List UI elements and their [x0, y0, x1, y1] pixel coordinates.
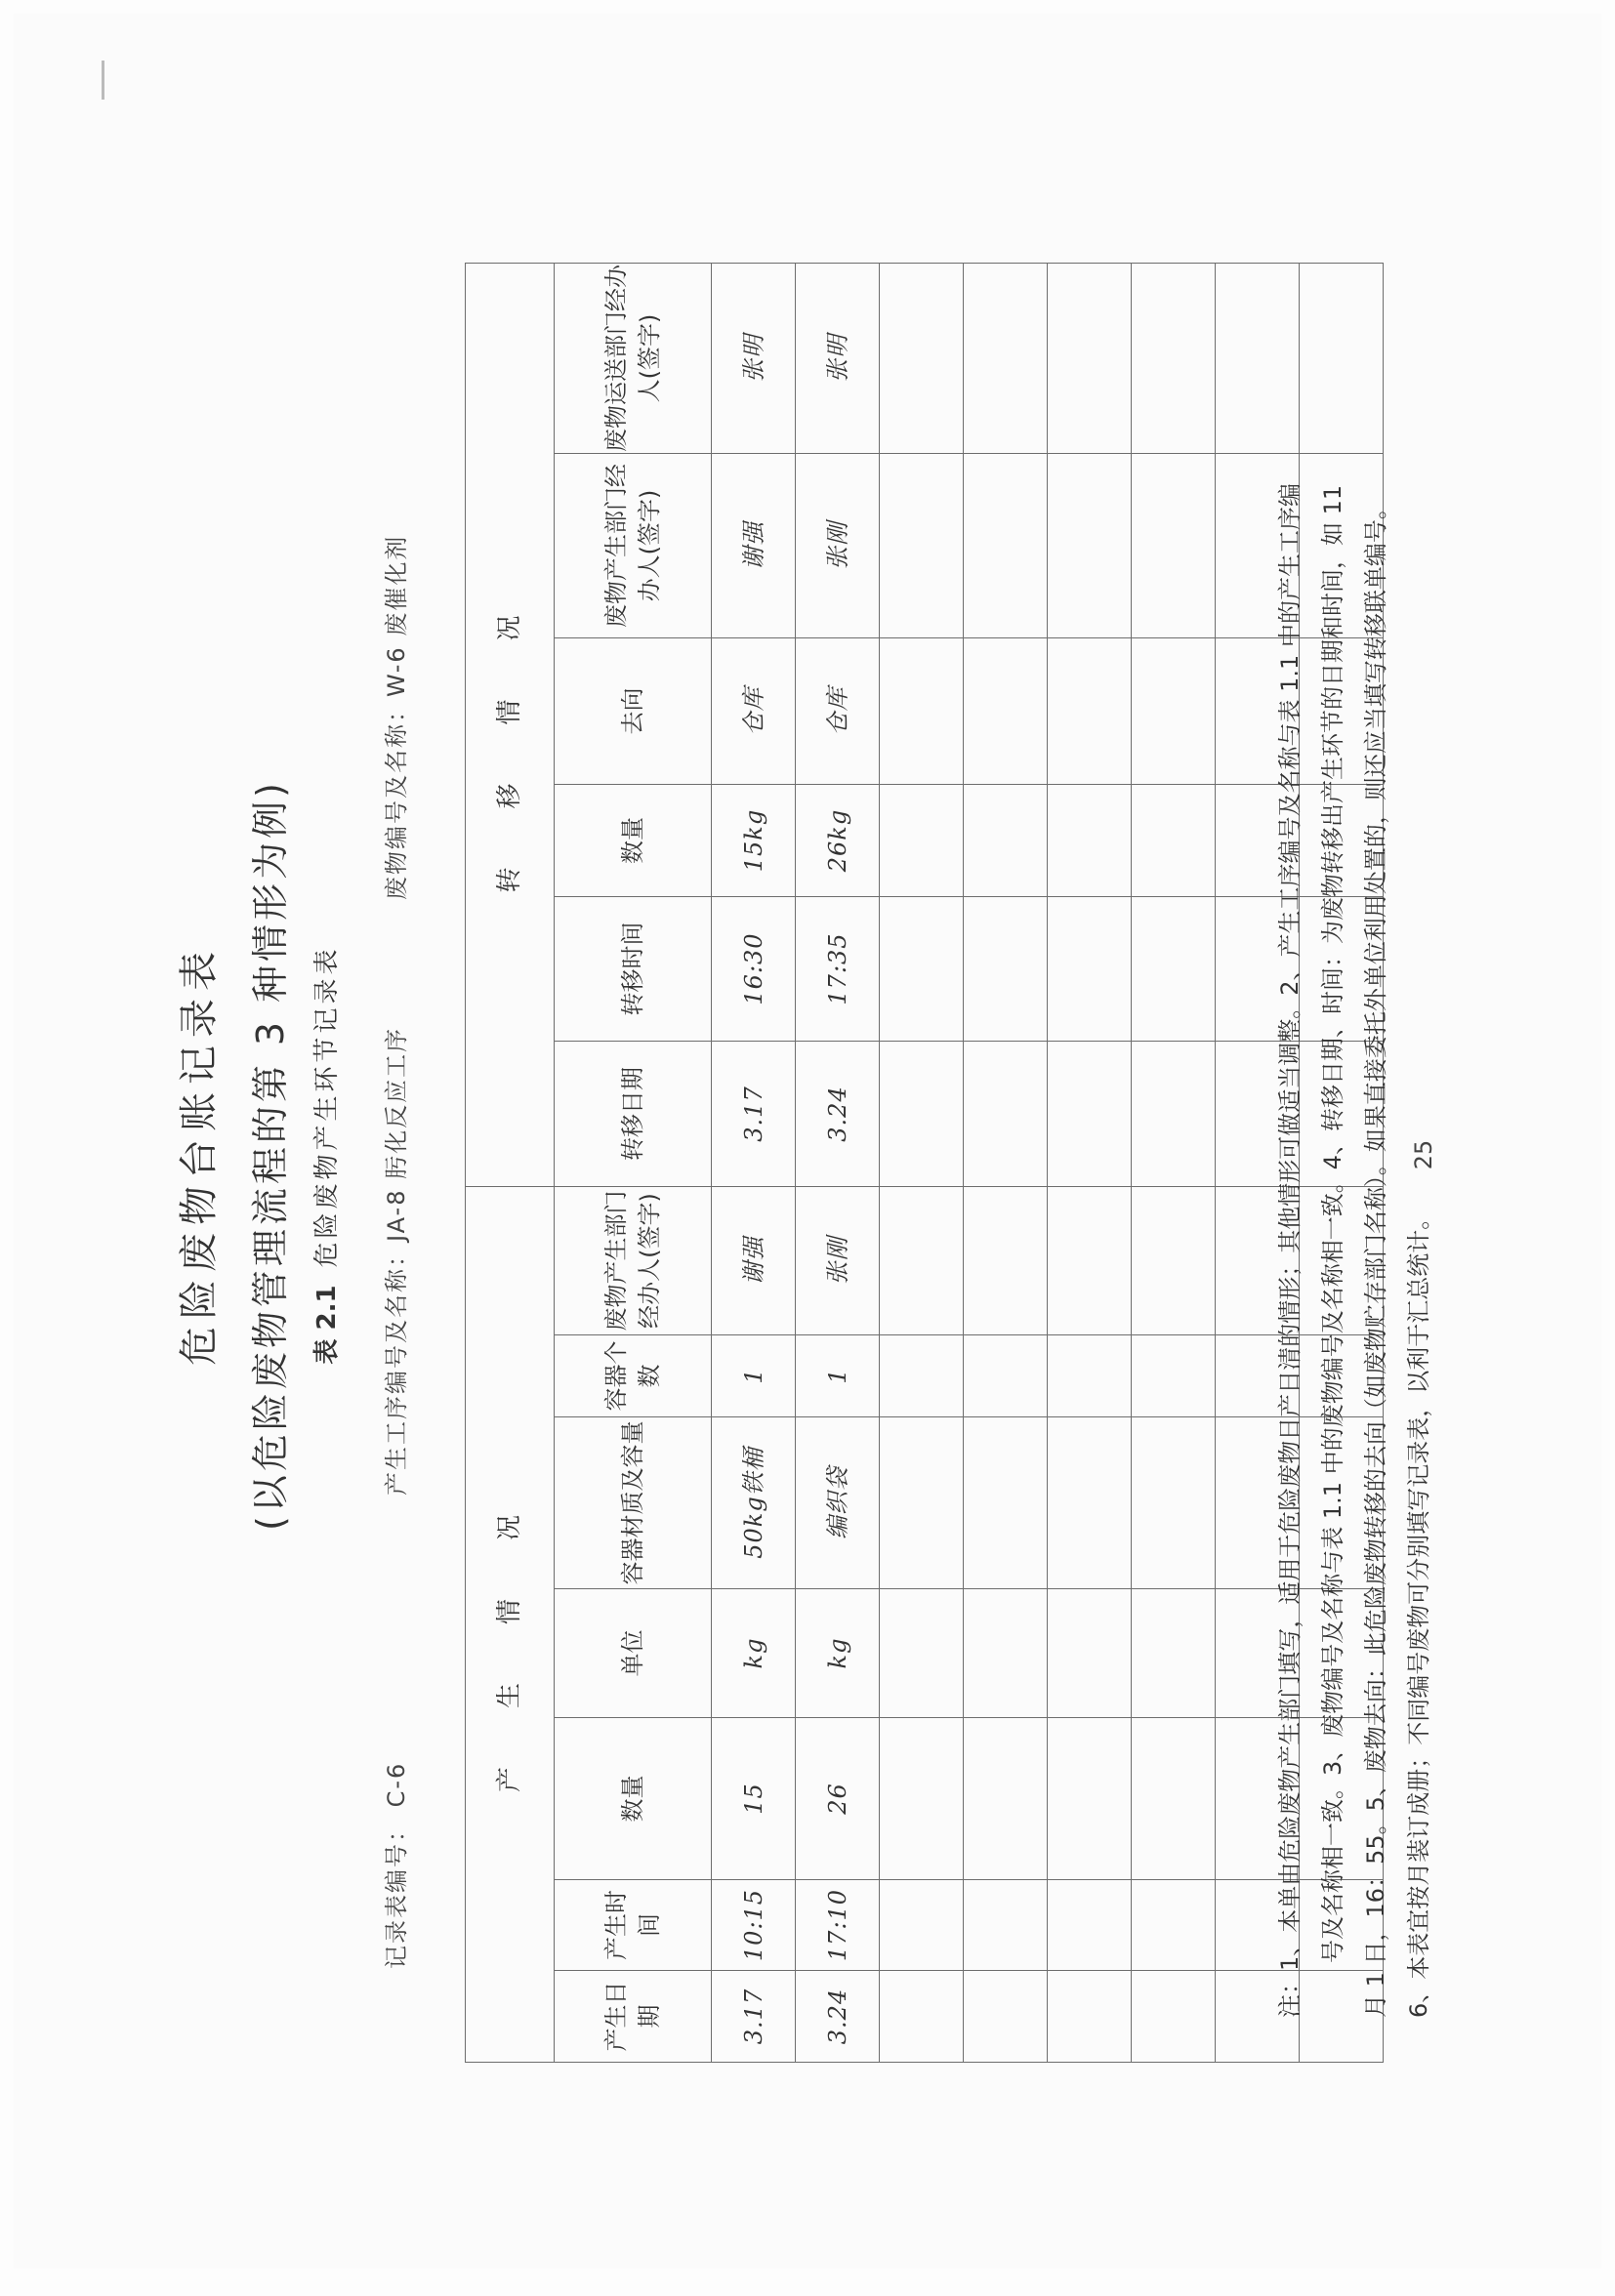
- scan-mark: [102, 61, 104, 100]
- empty-cell: [1132, 1042, 1216, 1187]
- cell-transfer-qty: 26kg: [796, 785, 880, 897]
- empty-cell: [1132, 785, 1216, 897]
- note-line: 月 1 日，16：55。5、废物去向：此危险废物转移的去向（如废物贮存部门名称）。如果直接委托外单位利用处置的，则还应当填写转移联单编号。: [1362, 496, 1389, 2018]
- col-header-prod-date: 产生日期: [555, 1971, 712, 2063]
- cell-container-count: 1: [796, 1335, 880, 1417]
- empty-cell: [1048, 1971, 1132, 2063]
- col-header-prod-time: 产生时间: [555, 1880, 712, 1971]
- cell-container: 编织袋: [796, 1417, 880, 1589]
- table-row: [796, 264, 880, 2063]
- empty-cell: [1132, 264, 1216, 454]
- empty-cell: [1048, 454, 1132, 638]
- cell-destination: 仓库: [712, 638, 796, 785]
- cell-container: 50kg铁桶: [712, 1417, 796, 1589]
- col-header-destination: 去向: [555, 638, 712, 785]
- page-number: 25: [1410, 1139, 1437, 1170]
- empty-cell: [880, 1187, 964, 1335]
- empty-cell: [880, 1880, 964, 1971]
- record-table: [465, 263, 1384, 2063]
- empty-cell: [1048, 1718, 1132, 1880]
- col-header-transfer-date: 转移日期: [555, 1042, 712, 1187]
- empty-cell: [1048, 638, 1132, 785]
- cell-unit: kg: [712, 1589, 796, 1718]
- rotated-landscape-sheet: [14, 14, 1615, 2296]
- col-header-transfer-handler: 废物产生部门经办人(签字): [555, 454, 712, 638]
- cell-transfer-handler: 张刚: [796, 454, 880, 638]
- col-header-container-count: 容器个数: [555, 1335, 712, 1417]
- document-subtitle: (以危险废物管理流程的第 3 种情形为例): [249, 779, 292, 1531]
- empty-cell: [880, 1042, 964, 1187]
- empty-cell: [1048, 264, 1132, 454]
- empty-cell: [1048, 897, 1132, 1042]
- empty-cell: [880, 1335, 964, 1417]
- cell-quantity: 26: [796, 1718, 880, 1880]
- col-header-transfer-time: 转移时间: [555, 897, 712, 1042]
- empty-cell: [964, 1971, 1048, 2063]
- group-header-production: 产生情况: [466, 1187, 555, 2063]
- empty-cell: [964, 897, 1048, 1042]
- empty-cell: [1048, 785, 1132, 897]
- cell-prod-date: 3.17: [712, 1971, 796, 2063]
- empty-cell: [880, 1417, 964, 1589]
- empty-cell: [964, 638, 1048, 785]
- empty-cell: [880, 454, 964, 638]
- empty-cell: [1048, 1417, 1132, 1589]
- empty-cell: [964, 454, 1048, 638]
- cell-transfer-date: 3.24: [796, 1042, 880, 1187]
- cell-prod-time: 17:10: [796, 1880, 880, 1971]
- empty-cell: [964, 785, 1048, 897]
- document-title: 危险废物台账记录表: [177, 944, 222, 1366]
- table-row: [712, 264, 796, 2063]
- record-number: 记录表编号： C-6: [383, 1761, 410, 1969]
- empty-cell: [1132, 1971, 1216, 2063]
- empty-cell: [880, 1589, 964, 1718]
- cell-prod-time: 10:15: [712, 1880, 796, 1971]
- empty-cell: [1132, 1335, 1216, 1417]
- empty-cell: [964, 264, 1048, 454]
- empty-cell: [1048, 1880, 1132, 1971]
- cell-prod-handler: 张刚: [796, 1187, 880, 1335]
- empty-cell: [880, 897, 964, 1042]
- empty-cell: [880, 1971, 964, 2063]
- empty-table-row: [964, 264, 1048, 2063]
- empty-cell: [1132, 1589, 1216, 1718]
- cell-transfer-handler: 谢强: [712, 454, 796, 638]
- empty-cell: [1132, 454, 1216, 638]
- col-header-prod-handler: 废物产生部门经办人(签字): [555, 1187, 712, 1335]
- cell-shipping-handler: 张明: [712, 264, 796, 454]
- cell-transfer-time: 16:30: [712, 897, 796, 1042]
- empty-cell: [1132, 638, 1216, 785]
- empty-cell: [1048, 1042, 1132, 1187]
- scanned-page: [14, 14, 1601, 2269]
- cell-shipping-handler: 张明: [796, 264, 880, 454]
- empty-cell: [880, 638, 964, 785]
- process-name: 产生工序编号及名称：JA-8 肟化反应工序: [383, 1026, 410, 1496]
- empty-table-row: [1048, 264, 1132, 2063]
- note-line: 注：1、本单由危险废物产生部门填写，适用于危险废物日产日清的情形；其他情形可做适当调整。2、产生工序编号及名称与表 1.1 中的产生工序编: [1276, 483, 1304, 2018]
- group-header-transfer: 转移情况: [466, 264, 555, 1187]
- col-header-unit: 单位: [555, 1589, 712, 1718]
- note-line: 6、本表宜按月装订成册；不同编号废物可分别填写记录表，以利于汇总统计。: [1405, 1206, 1432, 2018]
- col-header-transfer-qty: 数量: [555, 785, 712, 897]
- empty-table-row: [880, 264, 964, 2063]
- empty-cell: [1132, 897, 1216, 1042]
- cell-unit: kg: [796, 1589, 880, 1718]
- cell-destination: 仓库: [796, 638, 880, 785]
- empty-cell: [964, 1880, 1048, 1971]
- empty-cell: [1048, 1187, 1132, 1335]
- empty-cell: [880, 785, 964, 897]
- cell-transfer-date: 3.17: [712, 1042, 796, 1187]
- empty-cell: [1048, 1589, 1132, 1718]
- cell-transfer-qty: 15kg: [712, 785, 796, 897]
- waste-name: 废物编号及名称：W-6 废催化剂: [383, 534, 410, 900]
- empty-table-row: [1132, 264, 1216, 2063]
- col-header-container: 容器材质及容量: [555, 1417, 712, 1589]
- empty-cell: [880, 1718, 964, 1880]
- empty-cell: [964, 1417, 1048, 1589]
- empty-cell: [1132, 1417, 1216, 1589]
- empty-cell: [964, 1335, 1048, 1417]
- empty-cell: [964, 1042, 1048, 1187]
- col-header-quantity: 数量: [555, 1718, 712, 1880]
- cell-prod-date: 3.24: [796, 1971, 880, 2063]
- cell-quantity: 15: [712, 1718, 796, 1880]
- empty-cell: [1132, 1880, 1216, 1971]
- empty-cell: [964, 1718, 1048, 1880]
- empty-cell: [1048, 1335, 1132, 1417]
- empty-cell: [964, 1187, 1048, 1335]
- cell-container-count: 1: [712, 1335, 796, 1417]
- empty-cell: [964, 1589, 1048, 1718]
- table-number: 表 2.1: [312, 1285, 342, 1365]
- empty-cell: [1132, 1187, 1216, 1335]
- note-line: 号及名称相一致。3、废物编号及名称与表 1.1 中的废物编号及名称相一致。4、转移日期、时间：为废物转移出产生环节的日期和时间，如 11: [1319, 484, 1346, 1963]
- cell-transfer-time: 17:35: [796, 897, 880, 1042]
- table-caption: [307, 14, 343, 2296]
- empty-cell: [1132, 1718, 1216, 1880]
- col-header-shipping-handler: 废物运送部门经办人(签字): [555, 264, 712, 454]
- table-name: 危险废物产生环节记录表: [312, 945, 342, 1268]
- cell-prod-handler: 谢强: [712, 1187, 796, 1335]
- empty-cell: [880, 264, 964, 454]
